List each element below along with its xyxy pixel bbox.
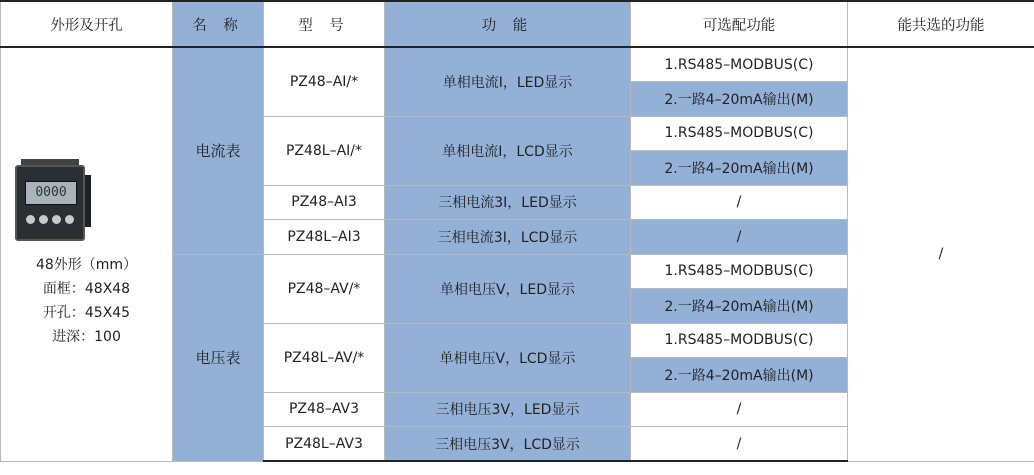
group-name-current: 电流表: [173, 47, 264, 254]
shape-line: 面框：48X48: [42, 281, 131, 298]
table-row: [1, 47, 1034, 82]
header-shape: 外形及开孔: [1, 1, 173, 47]
option-cell: 1.RS485–MODBUS(C): [631, 47, 848, 82]
model-cell: PZ48–AI/*: [264, 47, 385, 116]
model-cell: PZ48–AI3: [264, 185, 385, 220]
option-cell: /: [631, 392, 848, 427]
option-cell: 1.RS485–MODBUS(C): [631, 323, 848, 358]
model-cell: PZ48–AV/*: [264, 254, 385, 323]
option-cell: 1.RS485–MODBUS(C): [631, 116, 848, 151]
meter-screen: 0000: [25, 181, 77, 205]
shape-line: 开孔：45X45: [42, 305, 131, 322]
shape-cell: [1, 47, 173, 461]
option-cell: 2.一路4–20mA输出(M): [631, 358, 848, 393]
function-cell: 三相电压3V，LCD显示: [385, 427, 631, 462]
group-name-voltage: 电压表: [173, 254, 264, 461]
function-cell: 三相电压3V，LED显示: [385, 392, 631, 427]
function-cell: 三相电流3I，LCD显示: [385, 220, 631, 255]
option-cell: 1.RS485–MODBUS(C): [631, 254, 848, 289]
option-cell: /: [631, 220, 848, 255]
header-name: 名 称: [173, 1, 264, 47]
function-cell: 单相电流I，LED显示: [385, 47, 631, 116]
header-optional: 可选配功能: [631, 1, 848, 47]
model-cell: PZ48L–AV3: [264, 427, 385, 462]
shape-specs: [1, 253, 172, 349]
header-row: [1, 1, 1034, 47]
option-cell: 2.一路4–20mA输出(M): [631, 82, 848, 117]
option-cell: /: [631, 185, 848, 220]
function-cell: 单相电压V，LED显示: [385, 254, 631, 323]
header-function: 功 能: [385, 1, 631, 47]
function-cell: 单相电压V，LCD显示: [385, 323, 631, 392]
meter-image: [5, 159, 93, 243]
option-cell: /: [631, 427, 848, 462]
shape-line: 48外形（mm）: [35, 257, 138, 274]
option-cell: 2.一路4–20mA输出(M): [631, 151, 848, 186]
function-cell: 单相电流I，LCD显示: [385, 116, 631, 185]
shape-line: 进深：100: [52, 329, 121, 346]
function-cell: 三相电流3I，LED显示: [385, 185, 631, 220]
model-cell: PZ48–AV3: [264, 392, 385, 427]
model-cell: PZ48L–AI/*: [264, 116, 385, 185]
option-cell: 2.一路4–20mA输出(M): [631, 289, 848, 324]
header-model: 型 号: [264, 1, 385, 47]
header-combined: 能共选的功能: [848, 1, 1034, 47]
combined-cell: /: [848, 47, 1034, 461]
model-cell: PZ48L–AV/*: [264, 323, 385, 392]
model-cell: PZ48L–AI3: [264, 220, 385, 255]
